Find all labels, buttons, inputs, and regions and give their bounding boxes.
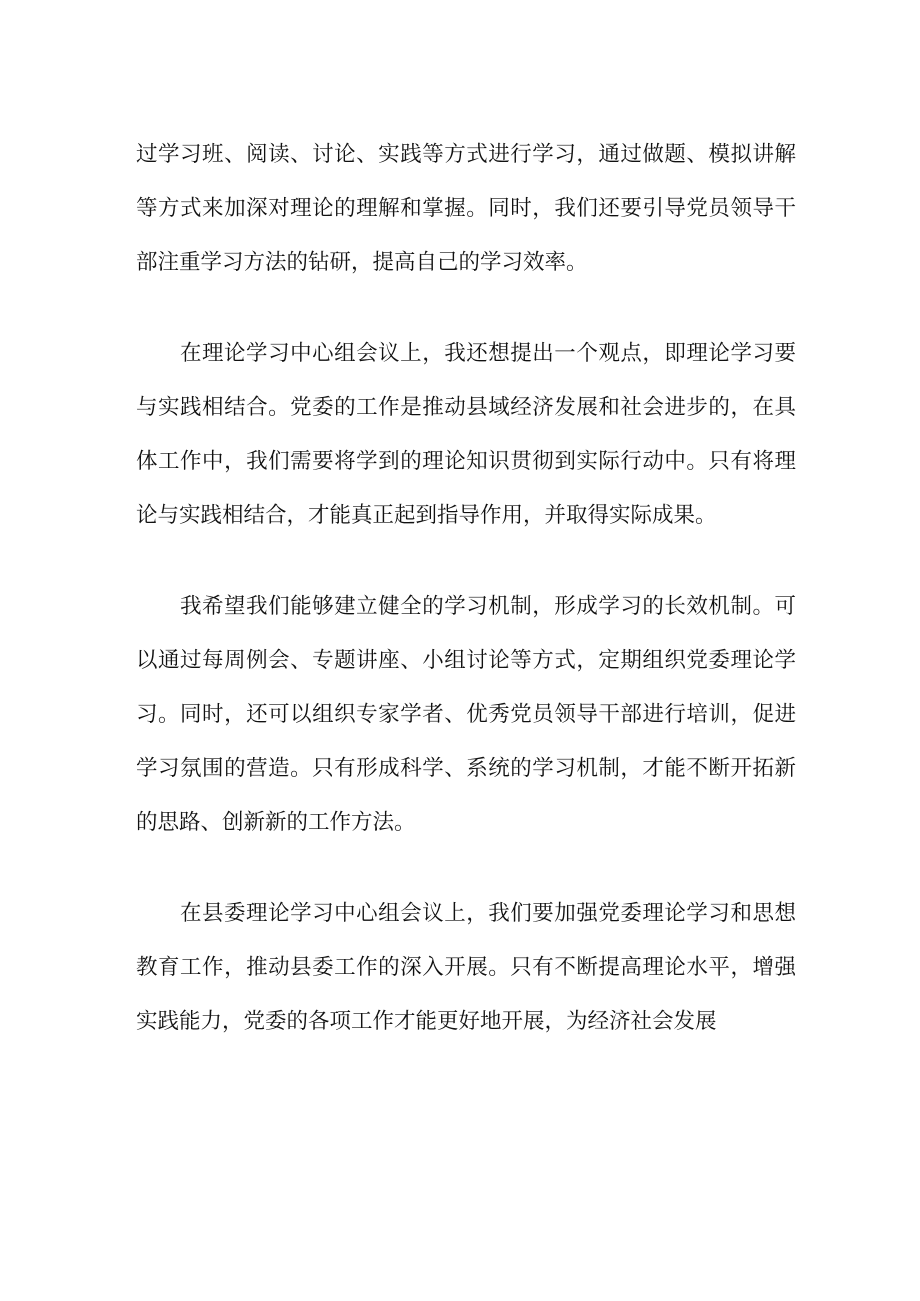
paragraph-3: 我希望我们能够建立健全的学习机制，形成学习的长效机制。可以通过每周例会、专题讲座、小组讨论等方式，定期组织党委理论学习。同时，还可以组织专家学者、优秀党员领导干部进行培训，促进学习氛围的营造。只有形成科学、系统的学习机制，才能不断开拓新的思路、创新新的工作方法。 bbox=[136, 594, 796, 835]
document-body bbox=[136, 128, 796, 1086]
paragraph-2: 在理论学习中心组会议上，我还想提出一个观点，即理论学习要与实践相结合。党委的工作是推动县域经济发展和社会进步的，在具体工作中，我们需要将学到的理论知识贯彻到实际行动中。只有将理论与实践相结合，才能真正起到指导作用，并取得实际成果。 bbox=[136, 341, 796, 528]
paragraph-4: 在县委理论学习中心组会议上，我们要加强党委理论学习和思想教育工作，推动县委工作的深入开展。只有不断提高理论水平，增强实践能力，党委的各项工作才能更好地开展，为经济社会发展 bbox=[136, 901, 796, 1034]
paragraph-1: 过学习班、阅读、讨论、实践等方式进行学习，通过做题、模拟讲解等方式来加深对理论的理解和掌握。同时，我们还要引导党员领导干部注重学习方法的钻研，提高自己的学习效率。 bbox=[136, 142, 796, 275]
